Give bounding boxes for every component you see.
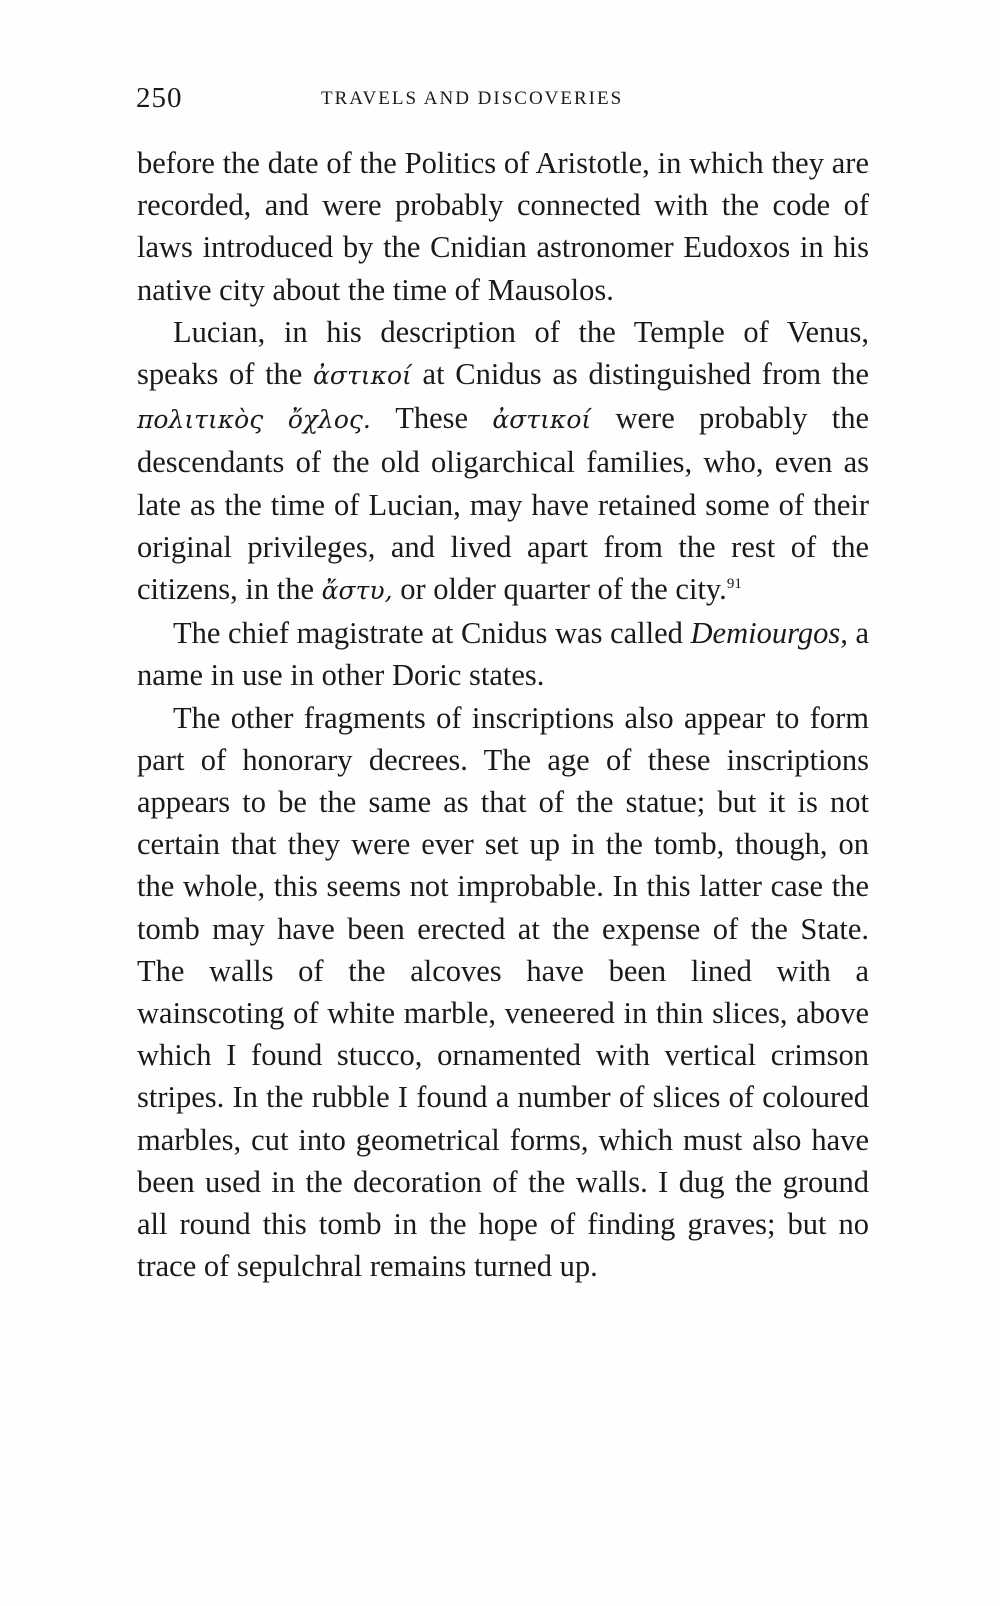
paragraph-2-text-e: or older quarter of the city. bbox=[400, 572, 727, 607]
greek-term-asty: ἄστυ, bbox=[321, 576, 393, 606]
italic-term-demiourgos: Demiourgos, bbox=[690, 616, 848, 651]
paragraph-3-text-a: The chief magistrate at Cnidus was called bbox=[173, 616, 683, 651]
greek-term-astikoi: ἀστικοί bbox=[313, 361, 412, 391]
page-number: 250 bbox=[136, 82, 183, 114]
greek-term-politikos-ochlos: πολιτικὸς ὄχλος. bbox=[137, 405, 371, 435]
body-text bbox=[137, 142, 869, 1287]
paragraph-3 bbox=[137, 612, 869, 696]
greek-term-astikoi-2: ἀστικοί bbox=[492, 405, 592, 435]
paragraph-3-text-b: a name in use in other Doric states. bbox=[137, 616, 870, 693]
page-header bbox=[136, 82, 866, 122]
paragraph-1: before the date of the Politics of Aristotle, in which they are recorded, and were probably connected with the code of laws introduced by the Cnidian astronomer Eudoxos in his native city about the time of Mausolos. bbox=[137, 146, 869, 307]
paragraph-2-text-c: These bbox=[395, 401, 469, 436]
paragraph-2-text-d: were probably the descendants of the old oligarchical families, who, even as late as the time of Lucian, may have retained some of their original privileges, and lived apart from the rest of the citizens, in the bbox=[137, 401, 870, 607]
running-head: TRAVELS AND DISCOVERIES bbox=[321, 88, 624, 109]
paragraph-2-text-a: Lucian, in his description of the Temple of Venus, speaks of the bbox=[137, 314, 869, 392]
paragraph-2 bbox=[137, 311, 869, 612]
paragraph-4: The other fragments of inscriptions also appear to form part of honorary decrees. The age of these inscriptions appears to be the same as that of the statue; but it is not certain that they were ever set up in the tomb, though, on the whole, this seems not improbable. In this latter case the tomb may have been erected at the expense of the State. The walls of the alcoves have been lined with a wainscoting of white marble, veneered in thin slices, above which I found stucco, ornamented with vertical crimson stripes. In the rubble I found a number of slices of coloured marbles, cut into geometrical forms, which must also have been used in the decoration of the walls. I dug the ground all round this tomb in the hope of finding graves; but no trace of sepulchral remains turned up. bbox=[137, 700, 869, 1284]
footnote-reference: 91 bbox=[726, 575, 742, 592]
paragraph-2-text-b: at Cnidus as distinguished from the bbox=[422, 357, 870, 392]
